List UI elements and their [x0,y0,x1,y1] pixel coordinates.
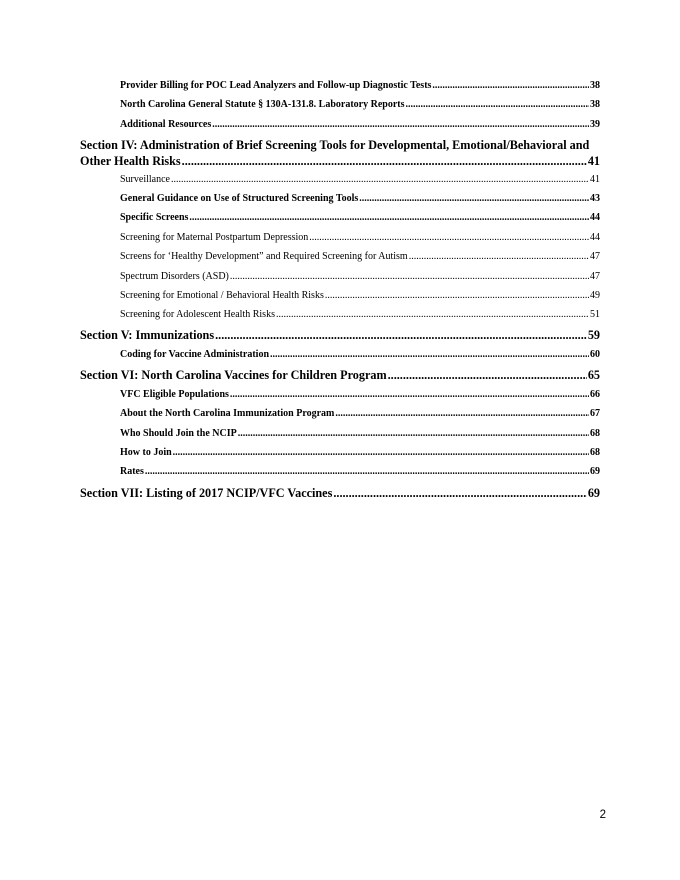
toc-section-vi[interactable] [80,368,600,383]
toc-entry-title: Surveillance [120,174,170,185]
toc-entry-page: 69 [590,466,600,477]
toc-entry-vfc-eligible[interactable] [120,389,600,400]
toc-entry-title: Section V: Immunizations [80,328,215,342]
toc-entry-page: 47 [590,271,600,282]
toc-entry-page: 68 [590,428,600,439]
dot-leader [359,193,589,204]
toc-entry-who-should-join[interactable] [120,428,600,439]
toc-entry-title: Screening for Adolescent Health Risks [120,309,275,320]
toc-entry-page: 44 [590,232,600,243]
toc-entry-coding-vaccine[interactable] [120,349,600,360]
dot-leader [230,389,589,400]
toc-entry-spectrum-disorders[interactable] [120,271,600,282]
dot-leader [409,251,589,262]
dot-leader [335,408,589,419]
toc-entry-page: 51 [590,309,600,320]
toc-entry-nc-statute[interactable] [120,99,600,110]
toc-entry-page: 38 [590,80,600,91]
toc-entry-page: 41 [590,174,600,185]
toc-section-vii[interactable] [80,486,600,501]
toc-entry-title: Other Health Risks [80,154,181,168]
dot-leader [276,309,589,320]
toc-entry-title: VFC Eligible Populations [120,389,229,400]
toc-entry-provider-billing[interactable] [120,80,600,91]
toc-entry-page: 66 [590,389,600,400]
toc-entry-emotional-behavioral[interactable] [120,290,600,301]
toc-entry-rates[interactable] [120,466,600,477]
toc-entry-page: 67 [590,408,600,419]
toc-entry-how-to-join[interactable] [120,447,600,458]
toc-entry-title: Coding for Vaccine Administration [120,349,269,360]
toc-entry-page: 68 [590,447,600,458]
toc-entry-title: Section VI: North Carolina Vaccines for Children Program [80,368,387,382]
toc-entry-page: 43 [590,193,600,204]
dot-leader [212,119,589,130]
toc-entry-page: 65 [587,368,600,382]
dot-leader [238,428,589,439]
toc-entry-title: Provider Billing for POC Lead Analyzers and Follow-up Diagnostic Tests [120,80,432,91]
dot-leader [406,99,589,110]
toc-entry-surveillance[interactable] [120,174,600,185]
toc-entry-page: 60 [590,349,600,360]
toc-section-iv[interactable] [80,154,600,169]
toc-entry-title: How to Join [120,447,172,458]
toc-entry-title: Spectrum Disorders (ASD) [120,271,229,282]
page-number: 2 [599,809,606,821]
dot-leader [173,447,589,458]
toc-entry-adolescent-health[interactable] [120,309,600,320]
dot-leader [145,466,589,477]
dot-leader [432,80,589,91]
toc-entry-general-guidance[interactable] [120,193,600,204]
toc-entry-page: 49 [590,290,600,301]
toc-entry-page: 39 [590,119,600,130]
dot-leader [171,174,589,185]
toc-entry-healthy-development[interactable] [120,251,600,262]
toc-entry-about-ncip[interactable] [120,408,600,419]
toc-entry-specific-screens[interactable] [120,212,600,223]
toc-entry-title: Who Should Join the NCIP [120,428,237,439]
toc-entry-additional-resources[interactable] [120,119,600,130]
toc-entry-title: About the North Carolina Immunization Program [120,408,335,419]
toc-entry-page: 69 [587,486,600,500]
toc-entry-page: 41 [587,154,600,168]
toc-entry-title: Rates [120,466,144,477]
toc-entry-title: North Carolina General Statute § 130A-131.8. Laboratory Reports [120,99,405,110]
dot-leader [189,212,589,223]
toc-entry-maternal-depression[interactable] [120,232,600,243]
toc-entry-title: Screens for ‘Healthy Development” and Required Screening for Autism [120,251,408,262]
dot-leader [182,154,587,169]
toc-section-iv-title-line1[interactable]: Section IV: Administration of Brief Screening Tools for Developmental, Emotional/Behavioral and [80,138,590,152]
toc-entry-page: 44 [590,212,600,223]
dot-leader [388,368,587,383]
toc-entry-title: Screening for Emotional / Behavioral Health Risks [120,290,324,301]
toc-section-v[interactable] [80,328,600,343]
dot-leader [215,328,587,343]
dot-leader [230,271,589,282]
toc-entry-page: 59 [587,328,600,342]
toc-entry-title: Section VII: Listing of 2017 NCIP/VFC Vaccines [80,486,333,500]
toc-entry-title: Additional Resources [120,119,212,130]
toc-entry-page: 38 [590,99,600,110]
toc-entry-page: 47 [590,251,600,262]
toc-entry-title: Specific Screens [120,212,189,223]
toc-entry-title: Screening for Maternal Postpartum Depression [120,232,309,243]
dot-leader [270,349,589,360]
dot-leader [325,290,589,301]
dot-leader [309,232,589,243]
toc-entry-title: General Guidance on Use of Structured Screening Tools [120,193,359,204]
dot-leader [333,486,586,501]
